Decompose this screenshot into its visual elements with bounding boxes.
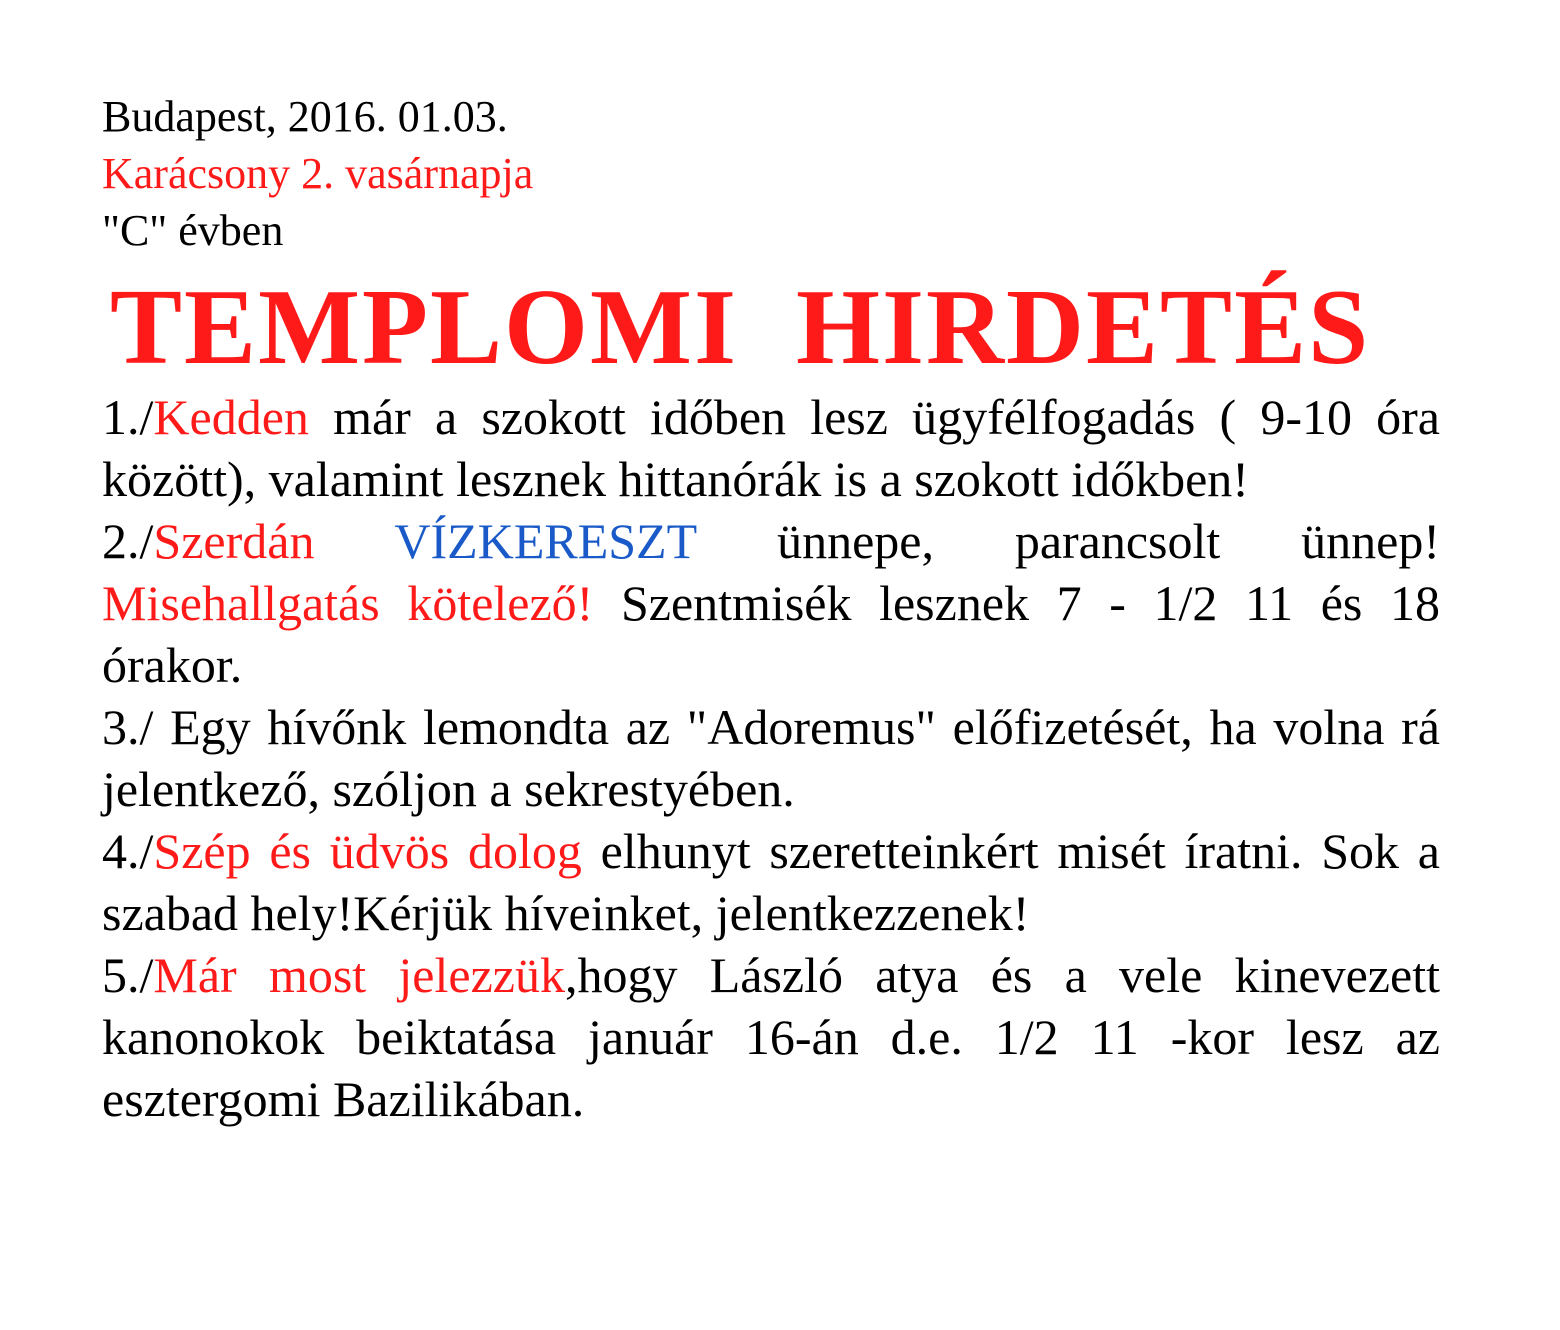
item-text-secondary: Szentmisék lesznek 7 - 1/2 11 és 18 órakor. [102, 575, 1440, 693]
item-highlight: Szép és üdvös dolog [153, 823, 582, 879]
item-text: ünnepe, parancsolt ünnep! [696, 513, 1440, 569]
announcement-item-1 [102, 386, 1440, 510]
liturgical-year-line: "C" évben [102, 206, 284, 255]
announcement-page [102, 88, 1440, 1130]
item-space [314, 513, 394, 569]
item-text: már a szokott időben lesz ügyfélfogadás ( 9-10 óra között), valamint lesznek hittanórák is a szokott időkben! [102, 389, 1440, 507]
item-highlight-secondary: Misehallgatás kötelező! [102, 575, 594, 631]
announcement-item-4 [102, 820, 1440, 944]
item-number: 5./ [102, 947, 154, 1003]
item-number: 1./ [102, 389, 154, 445]
item-highlight: Kedden [153, 389, 309, 445]
item-text: Egy hívőnk lemondta az "Adoremus" előfizetését, ha volna rá jelentkező, szóljon a sekrestyében. [102, 699, 1440, 817]
date-line: Budapest, 2016. 01.03. [102, 92, 508, 141]
item-text: elhunyt szeretteinkért misét íratni. Sok a szabad hely!Kérjük híveinket, jelentkezzenek! [102, 823, 1440, 941]
page-title [110, 268, 1440, 387]
announcement-item-3 [102, 696, 1440, 820]
announcement-item-5 [102, 944, 1440, 1130]
occasion-line: Karácsony 2. vasárnapja [102, 149, 534, 198]
item-number: 4./ [102, 823, 154, 879]
item-text: ,hogy László atya és a vele kinevezett kanonokok beiktatása január 16-án d.e. 1/2 11 -kor lesz az esztergomi Bazilikában. [102, 947, 1440, 1127]
item-number: 3./ [102, 699, 154, 755]
feast-name: VÍZKERESZT [394, 513, 697, 569]
item-number: 2./ [102, 513, 154, 569]
item-highlight: Már most jelezzük [153, 947, 565, 1003]
announcement-list [102, 386, 1440, 1130]
page-title-text: TEMPLOMI HIRDETÉS [110, 268, 1371, 387]
announcement-item-2 [102, 510, 1440, 696]
item-highlight: Szerdán [153, 513, 315, 569]
